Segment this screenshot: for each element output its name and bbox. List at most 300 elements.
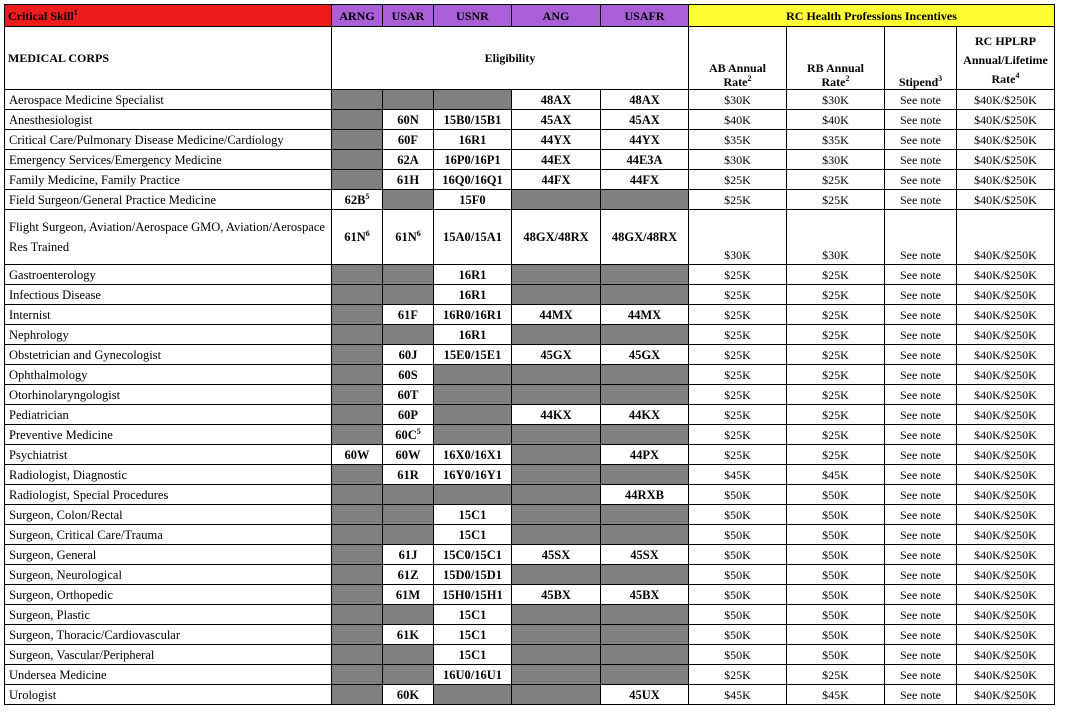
skill-cell: Critical Care/Pulmonary Disease Medicine/Cardiology — [5, 130, 332, 150]
ab-rate-cell: $50K — [689, 505, 787, 525]
table-row — [5, 190, 1055, 210]
hplrp-cell: $40K/$250K — [957, 685, 1055, 705]
usafr-code-cell — [601, 505, 689, 525]
usnr-code-cell — [434, 285, 512, 305]
footnote-marker: 5 — [416, 426, 421, 436]
usafr-code: 44KX — [628, 407, 661, 422]
skill-cell: Undersea Medicine — [5, 665, 332, 685]
hplrp-cell: $40K/$250K — [957, 285, 1055, 305]
hplrp-cell: $40K/$250K — [957, 325, 1055, 345]
skill-cell: Preventive Medicine — [5, 425, 332, 445]
ang-code-cell — [512, 465, 601, 485]
arng-code-cell — [332, 605, 383, 625]
table-row — [5, 345, 1055, 365]
ang-code-cell — [512, 565, 601, 585]
stipend-cell: See note — [885, 365, 957, 385]
arng-code-cell — [332, 345, 383, 365]
ab-rate-cell: $50K — [689, 485, 787, 505]
stipend-cell: See note — [885, 90, 957, 110]
table-row — [5, 465, 1055, 485]
usnr-code-cell — [434, 485, 512, 505]
skill-cell: Flight Surgeon, Aviation/Aerospace GMO, Aviation/Aerospace Res Trained — [5, 210, 332, 265]
stipend-cell: See note — [885, 150, 957, 170]
skill-cell: Surgeon, Colon/Rectal — [5, 505, 332, 525]
usar-code-cell — [383, 685, 434, 705]
stipend-cell: See note — [885, 465, 957, 485]
rb-rate-cell: $25K — [787, 365, 885, 385]
skill-cell: Nephrology — [5, 325, 332, 345]
ang-code-cell — [512, 325, 601, 345]
rb-rate-cell: $50K — [787, 645, 885, 665]
usar-code-cell — [383, 305, 434, 325]
usafr-code: 45GX — [628, 347, 661, 362]
usafr-code-cell — [601, 405, 689, 425]
ang-code-cell — [512, 545, 601, 565]
stipend-cell: See note — [885, 625, 957, 645]
usafr-code-cell — [601, 625, 689, 645]
usnr-code: 16Y0/16Y1 — [442, 467, 503, 482]
skill-cell: Surgeon, Thoracic/Cardiovascular — [5, 625, 332, 645]
stipend-cell: See note — [885, 190, 957, 210]
arng-code-cell — [332, 170, 383, 190]
skill-cell: Infectious Disease — [5, 285, 332, 305]
skill-cell: Surgeon, Vascular/Peripheral — [5, 645, 332, 665]
usafr-code-cell — [601, 605, 689, 625]
table-row — [5, 210, 1055, 265]
usar-code-cell — [383, 90, 434, 110]
ang-code: 45BX — [541, 587, 571, 602]
usnr-code: 15C1 — [458, 627, 487, 642]
skill-cell: Emergency Services/Emergency Medicine — [5, 150, 332, 170]
stipend-cell: See note — [885, 325, 957, 345]
ang-code-cell — [512, 505, 601, 525]
table-row — [5, 665, 1055, 685]
hplrp-cell: $40K/$250K — [957, 365, 1055, 385]
ab-rate-cell: $30K — [689, 150, 787, 170]
usnr-code: 15C1 — [458, 527, 487, 542]
skill-cell: Surgeon, Critical Care/Trauma — [5, 525, 332, 545]
usar-code-cell — [383, 210, 434, 265]
hplrp-cell: $40K/$250K — [957, 525, 1055, 545]
component-usafr-header: USAFR — [601, 5, 689, 27]
usar-code: 61N — [395, 230, 417, 244]
table-row — [5, 625, 1055, 645]
usar-code-cell — [383, 285, 434, 305]
ab-rate-cell: $30K — [689, 90, 787, 110]
hplrp-cell: $40K/$250K — [957, 130, 1055, 150]
rb-rate-cell: $30K — [787, 210, 885, 265]
footnote-marker: 6 — [365, 228, 370, 238]
ab-rate-cell: $50K — [689, 545, 787, 565]
usar-code: 61M — [395, 587, 421, 602]
ang-code-cell — [512, 265, 601, 285]
arng-code-cell — [332, 565, 383, 585]
usar-code: 60K — [396, 687, 420, 702]
usar-code: 60P — [397, 407, 419, 422]
usafr-code-cell — [601, 325, 689, 345]
table-body — [5, 90, 1055, 705]
arng-code-cell — [332, 685, 383, 705]
table-row — [5, 365, 1055, 385]
table-row — [5, 325, 1055, 345]
usafr-code-cell — [601, 565, 689, 585]
usnr-code: 16R1 — [458, 327, 487, 342]
usafr-code-cell — [601, 150, 689, 170]
skill-cell: Anesthesiologist — [5, 110, 332, 130]
stipend-cell: See note — [885, 305, 957, 325]
stipend-cell: See note — [885, 345, 957, 365]
usafr-code-cell — [601, 210, 689, 265]
arng-code-cell — [332, 445, 383, 465]
hplrp-cell: $40K/$250K — [957, 190, 1055, 210]
usnr-code: 15C0/15C1 — [442, 547, 503, 562]
hplrp-cell: $40K/$250K — [957, 545, 1055, 565]
usar-code: 60N — [397, 112, 419, 127]
usar-code: 61K — [396, 627, 420, 642]
usafr-code-cell — [601, 445, 689, 465]
component-usar-header: USAR — [383, 5, 434, 27]
usnr-code-cell — [434, 90, 512, 110]
usnr-code-cell — [434, 110, 512, 130]
table-row — [5, 150, 1055, 170]
usafr-code-cell — [601, 465, 689, 485]
usnr-code: 16R1 — [458, 132, 487, 147]
usar-code: 60W — [395, 447, 421, 462]
arng-code: 60W — [344, 447, 370, 462]
ang-code: 44YX — [540, 132, 572, 147]
hplrp-cell: $40K/$250K — [957, 565, 1055, 585]
ab-rate-cell: $35K — [689, 130, 787, 150]
usar-code-cell — [383, 365, 434, 385]
arng-code-cell — [332, 305, 383, 325]
rb-rate-header: RB Annual Rate$^2$ — [787, 27, 885, 90]
ang-code-cell — [512, 110, 601, 130]
table-row — [5, 405, 1055, 425]
stipend-cell: See note — [885, 110, 957, 130]
stipend-cell: See note — [885, 210, 957, 265]
ang-code-cell — [512, 150, 601, 170]
table-row — [5, 110, 1055, 130]
usafr-code-cell — [601, 485, 689, 505]
table-row — [5, 305, 1055, 325]
rb-rate-cell: $25K — [787, 345, 885, 365]
table-row — [5, 425, 1055, 445]
ang-code-cell — [512, 625, 601, 645]
arng-code-cell — [332, 505, 383, 525]
usar-code-cell — [383, 130, 434, 150]
usafr-code: 45BX — [629, 587, 660, 602]
usnr-code: 16U0/16U1 — [442, 667, 503, 682]
usar-code-cell — [383, 150, 434, 170]
ang-code-cell — [512, 525, 601, 545]
usafr-code-cell — [601, 425, 689, 445]
hplrp-header: RC HPLRP Annual/Lifetime Rate$^4$ — [957, 27, 1055, 90]
usnr-code-cell — [434, 130, 512, 150]
ang-code: 48AX — [540, 92, 572, 107]
hplrp-cell: $40K/$250K — [957, 425, 1055, 445]
usnr-code: 16R1 — [458, 267, 487, 282]
table-row — [5, 525, 1055, 545]
ang-code: 48GX/48RX — [523, 230, 589, 244]
stipend-cell: See note — [885, 505, 957, 525]
incentives-header: RC Health Professions Incentives — [689, 5, 1055, 27]
ang-code-cell — [512, 645, 601, 665]
table-row — [5, 645, 1055, 665]
ab-rate-cell: $30K — [689, 210, 787, 265]
skill-cell: Otorhinolaryngologist — [5, 385, 332, 405]
rb-rate-cell: $25K — [787, 665, 885, 685]
usnr-code-cell — [434, 525, 512, 545]
skill-cell: Surgeon, Orthopedic — [5, 585, 332, 605]
hplrp-cell: $40K/$250K — [957, 170, 1055, 190]
ang-code-cell — [512, 305, 601, 325]
arng-code-cell — [332, 525, 383, 545]
skill-cell: Family Medicine, Family Practice — [5, 170, 332, 190]
rb-rate-cell: $25K — [787, 425, 885, 445]
rb-rate-cell: $25K — [787, 385, 885, 405]
usar-code-cell — [383, 545, 434, 565]
skill-cell: Ophthalmology — [5, 365, 332, 385]
usnr-code-cell — [434, 445, 512, 465]
usnr-code: 16Q0/16Q1 — [442, 172, 503, 187]
arng-code-cell — [332, 625, 383, 645]
table-row — [5, 545, 1055, 565]
usar-code: 62A — [397, 152, 419, 167]
hplrp-cell: $40K/$250K — [957, 445, 1055, 465]
usar-code-cell — [383, 485, 434, 505]
arng-code-cell — [332, 665, 383, 685]
usafr-code-cell — [601, 525, 689, 545]
usnr-code-cell — [434, 465, 512, 485]
usar-code: 61Z — [397, 567, 419, 582]
usnr-code-cell — [434, 190, 512, 210]
table-row — [5, 505, 1055, 525]
ab-rate-cell: $25K — [689, 665, 787, 685]
stipend-cell: See note — [885, 565, 957, 585]
ang-code: 44FX — [541, 172, 571, 187]
arng-code-cell — [332, 585, 383, 605]
arng-code-cell — [332, 150, 383, 170]
usafr-code-cell — [601, 130, 689, 150]
arng-code-cell — [332, 325, 383, 345]
rb-rate-cell: $25K — [787, 405, 885, 425]
usnr-code: 15C1 — [458, 507, 487, 522]
usnr-code-cell — [434, 545, 512, 565]
ab-rate-header: AB Annual Rate$^2$ — [689, 27, 787, 90]
usnr-code: 15A0/15A1 — [442, 230, 503, 244]
stipend-cell: See note — [885, 130, 957, 150]
stipend-cell: See note — [885, 545, 957, 565]
usar-code-cell — [383, 265, 434, 285]
usafr-code-cell — [601, 345, 689, 365]
ang-code-cell — [512, 485, 601, 505]
ab-rate-cell: $25K — [689, 190, 787, 210]
usar-code-cell — [383, 465, 434, 485]
usafr-code-cell — [601, 365, 689, 385]
stipend-cell: See note — [885, 385, 957, 405]
usnr-code-cell — [434, 425, 512, 445]
usar-code-cell — [383, 525, 434, 545]
stipend-cell: See note — [885, 645, 957, 665]
ab-rate-cell: $25K — [689, 425, 787, 445]
usar-code-cell — [383, 110, 434, 130]
ang-code-cell — [512, 210, 601, 265]
rb-rate-cell: $50K — [787, 545, 885, 565]
rb-rate-cell: $50K — [787, 625, 885, 645]
component-usnr-header: USNR — [434, 5, 512, 27]
usar-code: 61R — [397, 467, 419, 482]
usnr-code: 15C1 — [458, 607, 487, 622]
ab-rate-cell: $25K — [689, 325, 787, 345]
skill-cell: Urologist — [5, 685, 332, 705]
usnr-code-cell — [434, 505, 512, 525]
hplrp-cell: $40K/$250K — [957, 505, 1055, 525]
arng-code-cell — [332, 485, 383, 505]
ab-rate-cell: $25K — [689, 305, 787, 325]
usar-code-cell — [383, 625, 434, 645]
arng-code-cell — [332, 385, 383, 405]
ab-rate-cell: $45K — [689, 685, 787, 705]
usnr-code: 15H0/15H1 — [442, 587, 503, 602]
stipend-cell: See note — [885, 265, 957, 285]
usafr-code: 48AX — [629, 92, 660, 107]
ab-rate-cell: $40K — [689, 110, 787, 130]
ab-rate-cell: $25K — [689, 265, 787, 285]
stipend-cell: See note — [885, 665, 957, 685]
usnr-code-cell — [434, 585, 512, 605]
usafr-code-cell — [601, 545, 689, 565]
ang-code-cell — [512, 130, 601, 150]
incentives-table — [4, 4, 1055, 705]
ab-rate-cell: $50K — [689, 565, 787, 585]
ab-rate-cell: $50K — [689, 605, 787, 625]
ang-code-cell — [512, 190, 601, 210]
usar-code: 61H — [396, 172, 420, 187]
arng-code-cell — [332, 425, 383, 445]
hplrp-cell: $40K/$250K — [957, 90, 1055, 110]
usnr-code: 16R1 — [458, 287, 487, 302]
usnr-code: 15D0/15D1 — [442, 567, 503, 582]
hplrp-cell: $40K/$250K — [957, 605, 1055, 625]
usnr-code: 15B0/15B1 — [443, 112, 502, 127]
usar-code-cell — [383, 645, 434, 665]
skill-cell: Aerospace Medicine Specialist — [5, 90, 332, 110]
usnr-code-cell — [434, 305, 512, 325]
stipend-cell: See note — [885, 285, 957, 305]
table-row — [5, 170, 1055, 190]
usar-code-cell — [383, 605, 434, 625]
component-ang-header: ANG — [512, 5, 601, 27]
table-row — [5, 285, 1055, 305]
rb-rate-cell: $50K — [787, 565, 885, 585]
hplrp-cell: $40K/$250K — [957, 305, 1055, 325]
usnr-code-cell — [434, 605, 512, 625]
ang-code-cell — [512, 385, 601, 405]
usar-code: 60J — [398, 347, 418, 362]
stipend-cell: See note — [885, 605, 957, 625]
ang-code-cell — [512, 605, 601, 625]
usnr-code-cell — [434, 365, 512, 385]
ang-code-cell — [512, 170, 601, 190]
arng-code-cell — [332, 285, 383, 305]
hplrp-cell: $40K/$250K — [957, 465, 1055, 485]
usar-code-cell — [383, 565, 434, 585]
usnr-code-cell — [434, 150, 512, 170]
skill-cell: Field Surgeon/General Practice Medicine — [5, 190, 332, 210]
table-row — [5, 265, 1055, 285]
skill-cell: Psychiatrist — [5, 445, 332, 465]
rb-rate-cell: $25K — [787, 285, 885, 305]
usar-code-cell — [383, 345, 434, 365]
usnr-code-cell — [434, 345, 512, 365]
usar-code: 61J — [398, 547, 418, 562]
hplrp-cell: $40K/$250K — [957, 265, 1055, 285]
ab-rate-cell: $25K — [689, 445, 787, 465]
rb-rate-cell: $30K — [787, 90, 885, 110]
ang-code-cell — [512, 405, 601, 425]
usnr-code-cell — [434, 265, 512, 285]
eligibility-header: Eligibility — [332, 27, 689, 90]
usafr-code-cell — [601, 170, 689, 190]
hplrp-cell: $40K/$250K — [957, 385, 1055, 405]
usar-code-cell — [383, 425, 434, 445]
usar-code-cell — [383, 405, 434, 425]
usnr-code-cell — [434, 645, 512, 665]
stipend-cell: See note — [885, 405, 957, 425]
ab-rate-cell: $25K — [689, 170, 787, 190]
usnr-code-cell — [434, 625, 512, 645]
hplrp-cell: $40K/$250K — [957, 625, 1055, 645]
ab-rate-cell: $50K — [689, 645, 787, 665]
usar-code: 60F — [397, 132, 419, 147]
rb-rate-cell: $50K — [787, 485, 885, 505]
table-row — [5, 445, 1055, 465]
rb-rate-cell: $45K — [787, 465, 885, 485]
arng-code-cell — [332, 190, 383, 210]
arng-code-cell — [332, 465, 383, 485]
table-row — [5, 90, 1055, 110]
usnr-code-cell — [434, 170, 512, 190]
footnote-marker: 6 — [416, 228, 421, 238]
usnr-code: 15C1 — [458, 647, 487, 662]
usafr-code-cell — [601, 385, 689, 405]
arng-code-cell — [332, 130, 383, 150]
ang-code-cell — [512, 365, 601, 385]
table-row — [5, 585, 1055, 605]
ab-rate-cell: $25K — [689, 285, 787, 305]
header-row-top — [5, 5, 1055, 27]
usar-code-cell — [383, 190, 434, 210]
usnr-code: 16P0/16P1 — [444, 152, 501, 167]
usar-code: 60S — [398, 367, 418, 382]
ab-rate-cell: $45K — [689, 465, 787, 485]
arng-code-cell — [332, 265, 383, 285]
usnr-code: 16X0/16X1 — [442, 447, 503, 462]
skill-cell: Surgeon, General — [5, 545, 332, 565]
component-arng-header: ARNG — [332, 5, 383, 27]
usar-code: 60T — [397, 387, 419, 402]
usnr-code: 15F0 — [459, 192, 486, 207]
hplrp-cell: $40K/$250K — [957, 405, 1055, 425]
usnr-code-cell — [434, 665, 512, 685]
hplrp-cell: $40K/$250K — [957, 485, 1055, 505]
ab-rate-cell: $25K — [689, 345, 787, 365]
stipend-cell: See note — [885, 445, 957, 465]
ang-code: 45SX — [541, 547, 571, 562]
arng-code-cell — [332, 210, 383, 265]
usnr-code-cell — [434, 385, 512, 405]
ang-code-cell — [512, 665, 601, 685]
